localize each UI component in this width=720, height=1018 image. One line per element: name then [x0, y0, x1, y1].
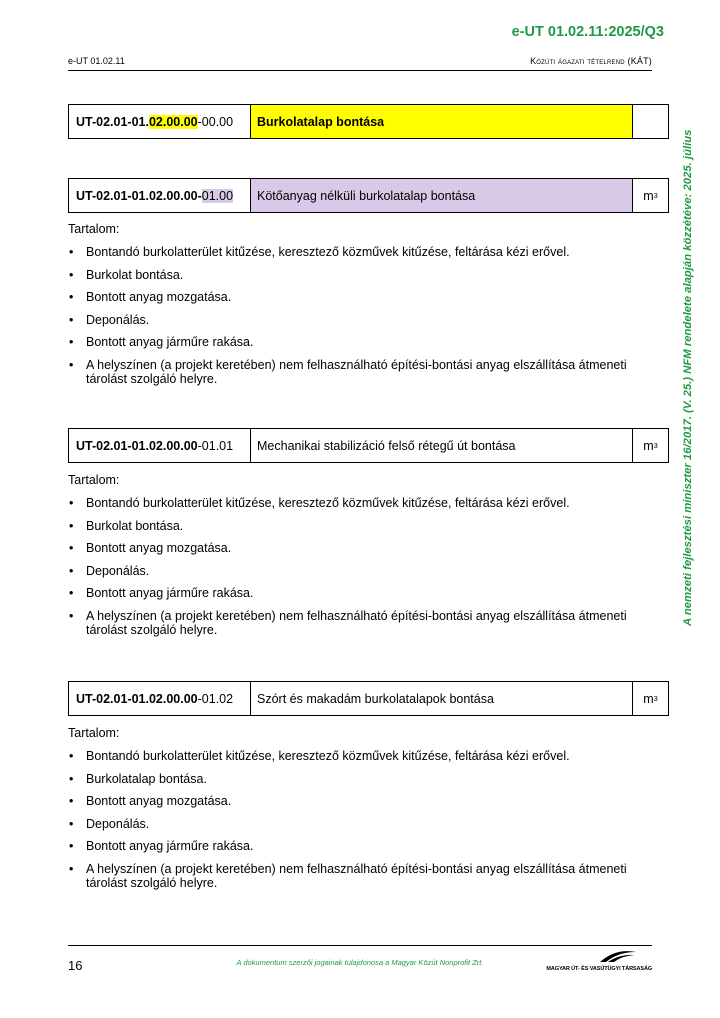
item-unit: m 3 — [643, 188, 658, 203]
content-list — [68, 245, 628, 387]
document-code: e-UT 01.02.11:2025/Q3 — [511, 24, 664, 40]
list-item: • Bontott anyag járműre rakása. — [68, 586, 628, 601]
list-item: • Burkolat bontása. — [68, 268, 628, 283]
copyright-notice: A dokumentum szerzői jogainak tulajdonosa a Magyar Közút Nonprofit Zrt. — [236, 958, 484, 967]
item-title: Kötőanyag nélküli burkolatalap bontása — [251, 179, 633, 212]
page-number: 16 — [68, 958, 83, 973]
item-code — [69, 682, 251, 715]
item-title: Burkolatalap bontása — [251, 105, 633, 138]
list-item: • Bontott anyag mozgatása. — [68, 794, 628, 809]
list-item: • Bontott anyag járműre rakása. — [68, 335, 628, 350]
item-unit — [633, 105, 668, 138]
item-unit: m 3 — [643, 438, 658, 453]
code-part: UT-02.01-01.02.00.00 — [76, 691, 198, 706]
content-list — [68, 749, 628, 891]
item-code-row — [68, 178, 669, 213]
list-item: • Bontandó burkolatterület kitűzése, keresztező közművek kitűzése, feltárása kézi erővel. — [68, 245, 628, 260]
item-code-row — [68, 428, 669, 463]
code-part: UT-02.01-01.02.00.00- — [76, 188, 202, 203]
list-item: • A helyszínen (a projekt keretében) nem felhasználható építési-bontási anyag elszállítása átmeneti tárolást szolgáló helyre. — [68, 609, 628, 638]
list-item: • Burkolatalap bontása. — [68, 772, 628, 787]
list-item: • Deponálás. — [68, 817, 628, 832]
company-logo — [546, 948, 652, 972]
content-section — [68, 473, 628, 646]
code-part: UT-02.01-01.02.00.00 — [76, 438, 198, 453]
code-part-highlight: 02.00.00 — [148, 114, 198, 129]
list-item: • Bontott anyag járműre rakása. — [68, 839, 628, 854]
footer-divider — [68, 945, 652, 946]
logo-swoosh-icon — [598, 948, 638, 964]
header-right: Közúti ágazati tételrend (KÁT) — [530, 56, 652, 66]
list-item: • Bontott anyag mozgatása. — [68, 541, 628, 556]
list-item: • Bontandó burkolatterület kitűzése, keresztező közművek kitűzése, feltárása kézi erővel. — [68, 496, 628, 511]
item-code-row — [68, 681, 669, 716]
content-label: Tartalom: — [68, 726, 120, 740]
code-part: -01.02 — [197, 691, 234, 706]
item-unit: m 3 — [643, 691, 658, 706]
content-section — [68, 726, 628, 899]
content-section — [68, 222, 628, 395]
list-item: • Bontandó burkolatterület kitűzése, keresztező közművek kitűzése, feltárása kézi erővel. — [68, 749, 628, 764]
content-label: Tartalom: — [68, 473, 120, 487]
item-code — [69, 429, 251, 462]
list-item: • A helyszínen (a projekt keretében) nem felhasználható építési-bontási anyag elszállítása átmeneti tárolást szolgáló helyre. — [68, 862, 628, 891]
code-part-highlight: 01.00 — [201, 188, 234, 203]
list-item: • A helyszínen (a projekt keretében) nem felhasználható építési-bontási anyag elszállítása átmeneti tárolást szolgáló helyre. — [68, 358, 628, 387]
list-item: • Deponálás. — [68, 313, 628, 328]
logo-text: MAGYAR ÚT- ÉS VASÚTÜGYI TÁRSASÁG — [546, 966, 652, 972]
page-header — [68, 55, 652, 71]
code-part: -01.01 — [197, 438, 234, 453]
item-code — [69, 105, 251, 138]
item-title: Szórt és makadám burkolatalapok bontása — [251, 682, 633, 715]
code-part: UT-02.01-01. — [76, 114, 149, 129]
content-label: Tartalom: — [68, 222, 120, 236]
content-list — [68, 496, 628, 638]
code-part: -00.00 — [197, 114, 234, 129]
item-code — [69, 179, 251, 212]
list-item: • Burkolat bontása. — [68, 519, 628, 534]
item-code-row — [68, 104, 669, 139]
header-left: e-UT 01.02.11 — [68, 56, 125, 66]
list-item: • Bontott anyag mozgatása. — [68, 290, 628, 305]
list-item: • Deponálás. — [68, 564, 628, 579]
item-title: Mechanikai stabilizáció felső rétegű út bontása — [251, 429, 633, 462]
side-publication-note: A nemzeti fejlesztési miniszter 16/2017. (V. 25.) NFM rendelete alapján közzétéve: 2025. július — [682, 129, 694, 626]
